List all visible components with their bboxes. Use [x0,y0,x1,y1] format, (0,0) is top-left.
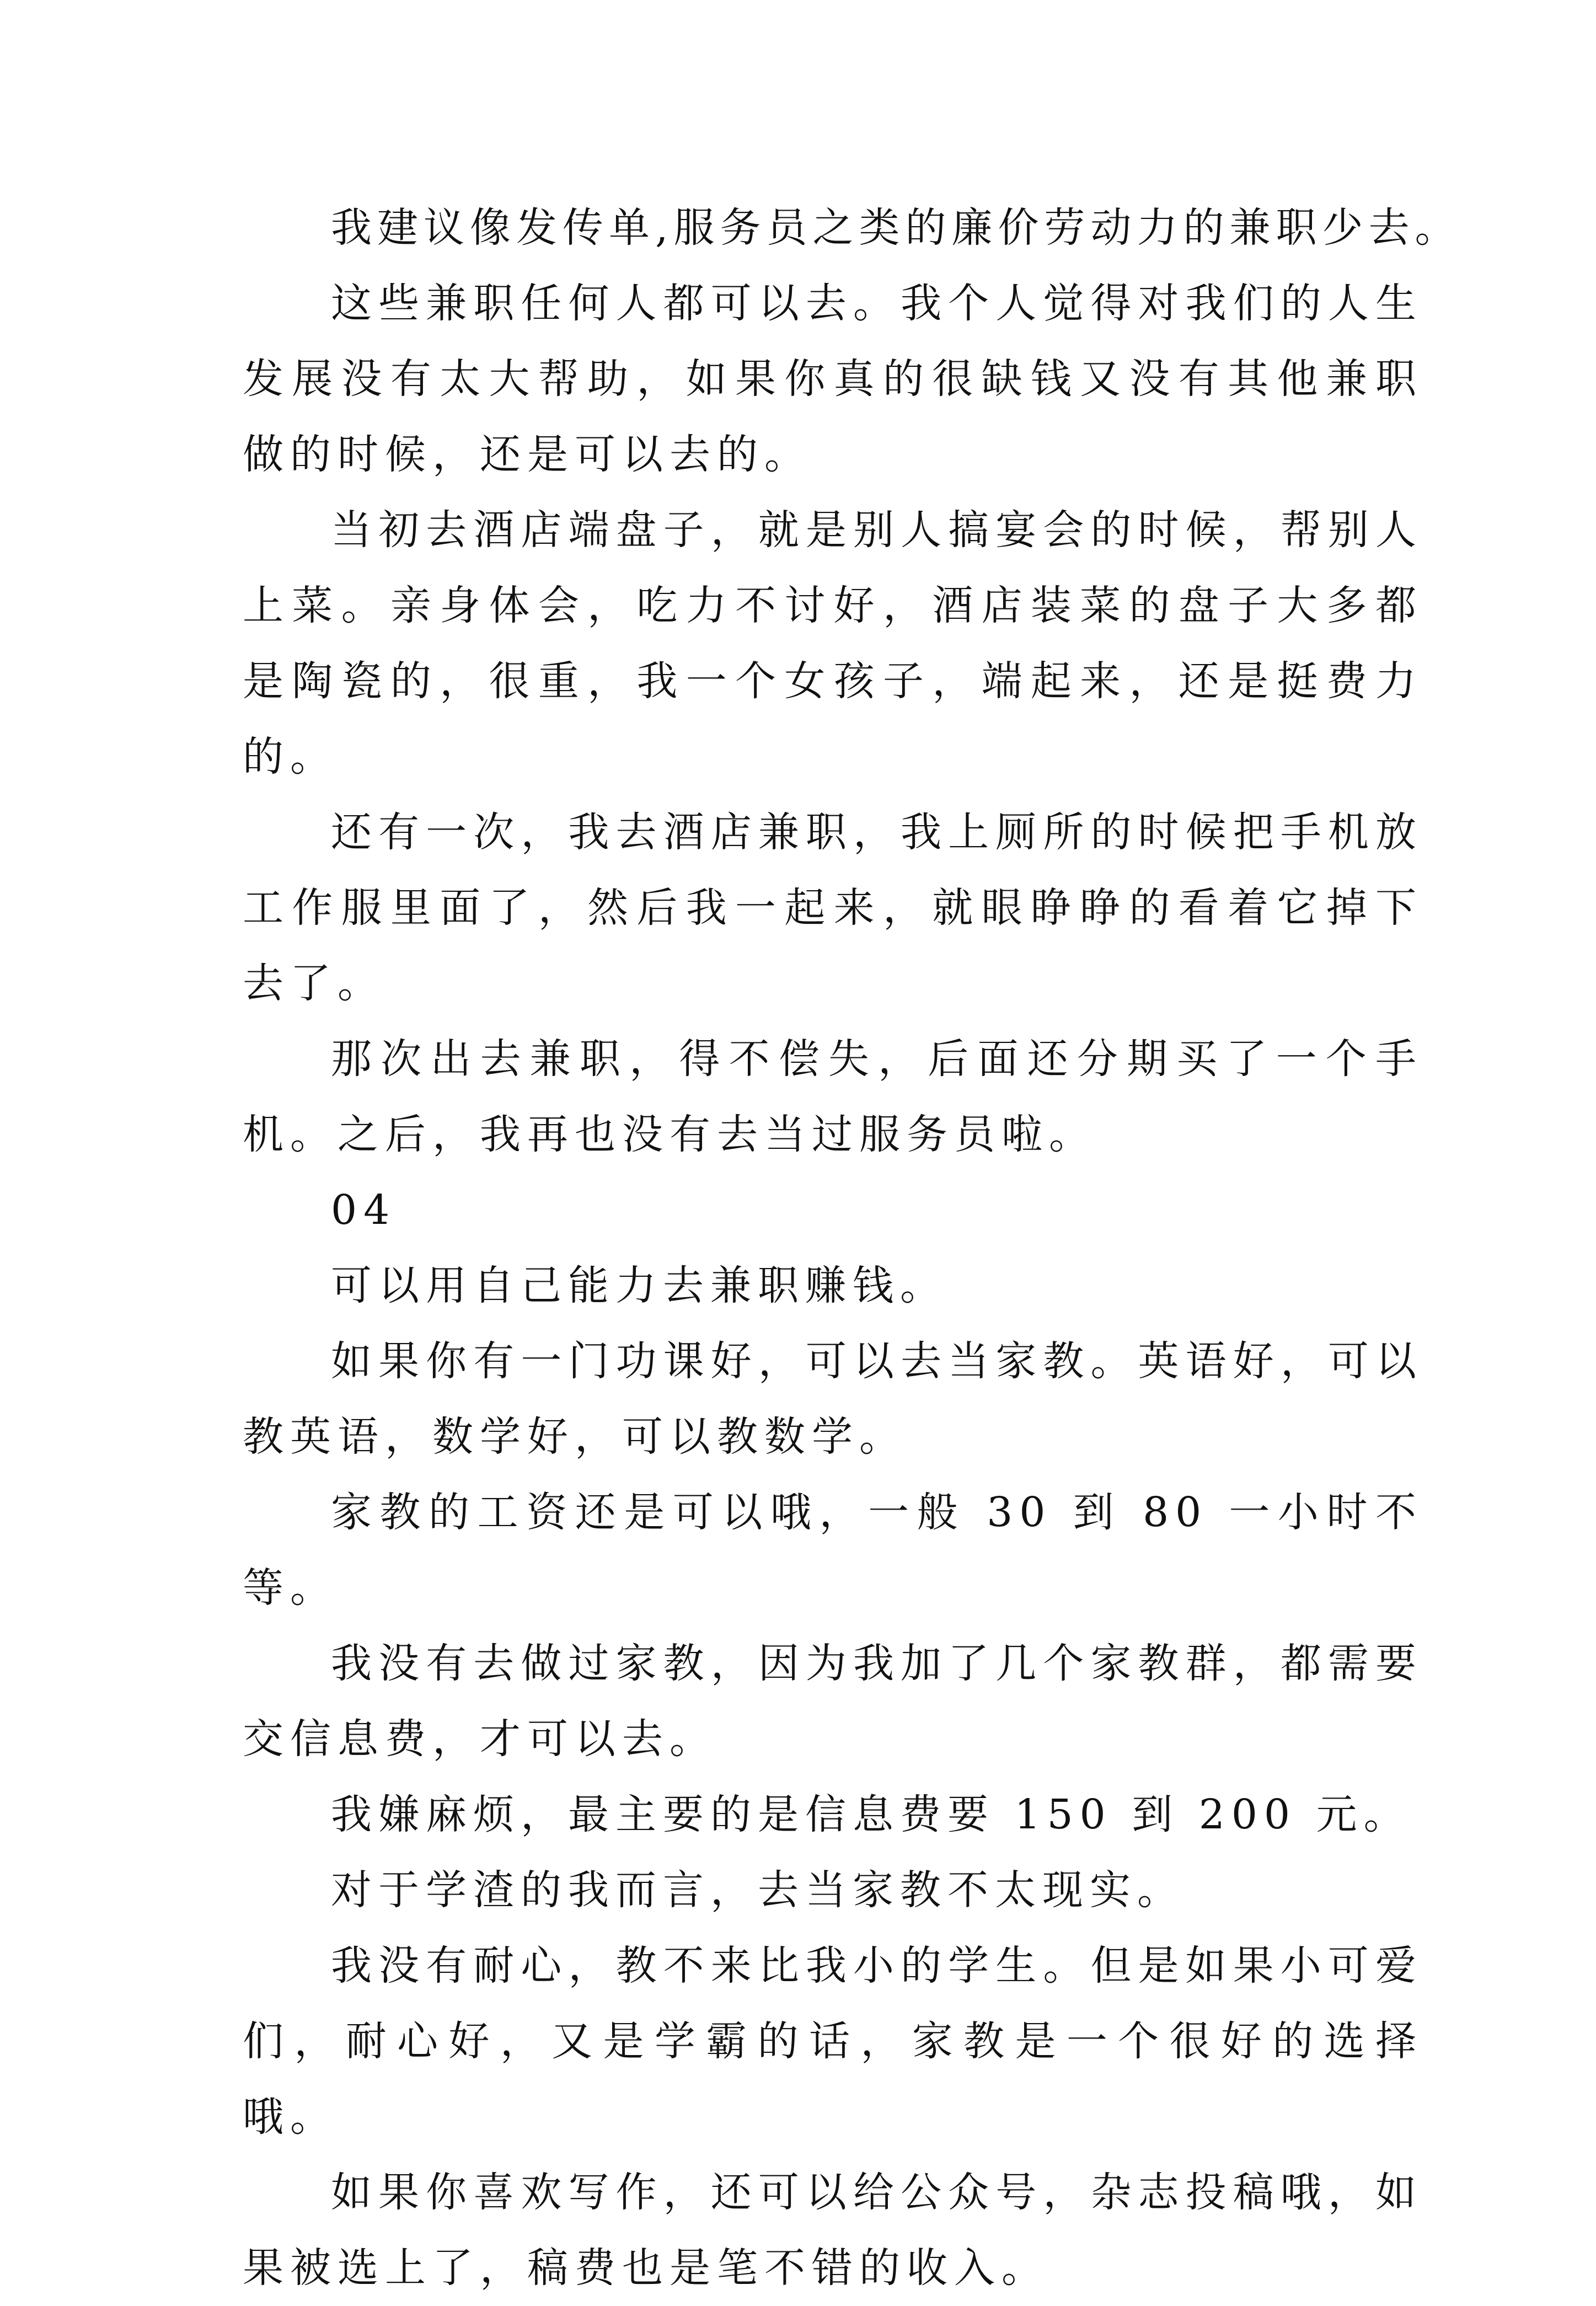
paragraph: 我建议像发传单,服务员之类的廉价劳动力的兼职少去。 [331,204,1461,252]
paragraph: 那次出去兼职，得不偿失，后面还分期买了一个手机。之后，我再也没有去当过服务员啦。 [243,1035,1423,1158]
paragraph: 这些兼职任何人都可以去。我个人觉得对我们的人生发展没有太大帮助，如果你真的很缺钱又没有其他兼职做的时候，还是可以去的。 [243,280,1423,478]
paragraph: 如果你有一门功课好，可以去当家教。英语好，可以教英语，数学好，可以教数学。 [243,1337,1423,1460]
paragraph: 我没有耐心，教不来比我小的学生。但是如果小可爱们，耐心好，又是学霸的话，家教是一个很好的选择哦。 [243,1942,1423,2141]
paragraph: 当初去酒店端盘子，就是别人搞宴会的时候，帮别人上菜。亲身体会，吃力不讨好，酒店装菜的盘子大多都是陶瓷的，很重，我一个女孩子，端起来，还是挺费力的。 [243,506,1423,780]
paragraph: 如果你喜欢写作，还可以给公众号，杂志投稿哦，如果被选上了，稿费也是笔不错的收入。 [243,2169,1423,2292]
paragraph: 我嫌麻烦，最主要的是信息费要 150 到 200 元。 [331,1791,1411,1838]
paragraph: 对于学渣的我而言，去当家教不太现实。 [331,1866,1185,1914]
paragraph: 我没有去做过家教，因为我加了几个家教群，都需要交信息费，才可以去。 [243,1640,1423,1763]
document-body [243,190,1461,2306]
section-number: 04 [331,1186,397,1234]
paragraph: 可以用自己能力去兼职赚钱。 [331,1262,947,1309]
paragraph: 还有一次，我去酒店兼职，我上厕所的时候把手机放工作服里面了，然后我一起来，就眼睁睁的看着它掉下去了。 [243,809,1423,1007]
paragraph: 家教的工资还是可以哦，一般 30 到 80 一小时不等。 [243,1489,1423,1612]
